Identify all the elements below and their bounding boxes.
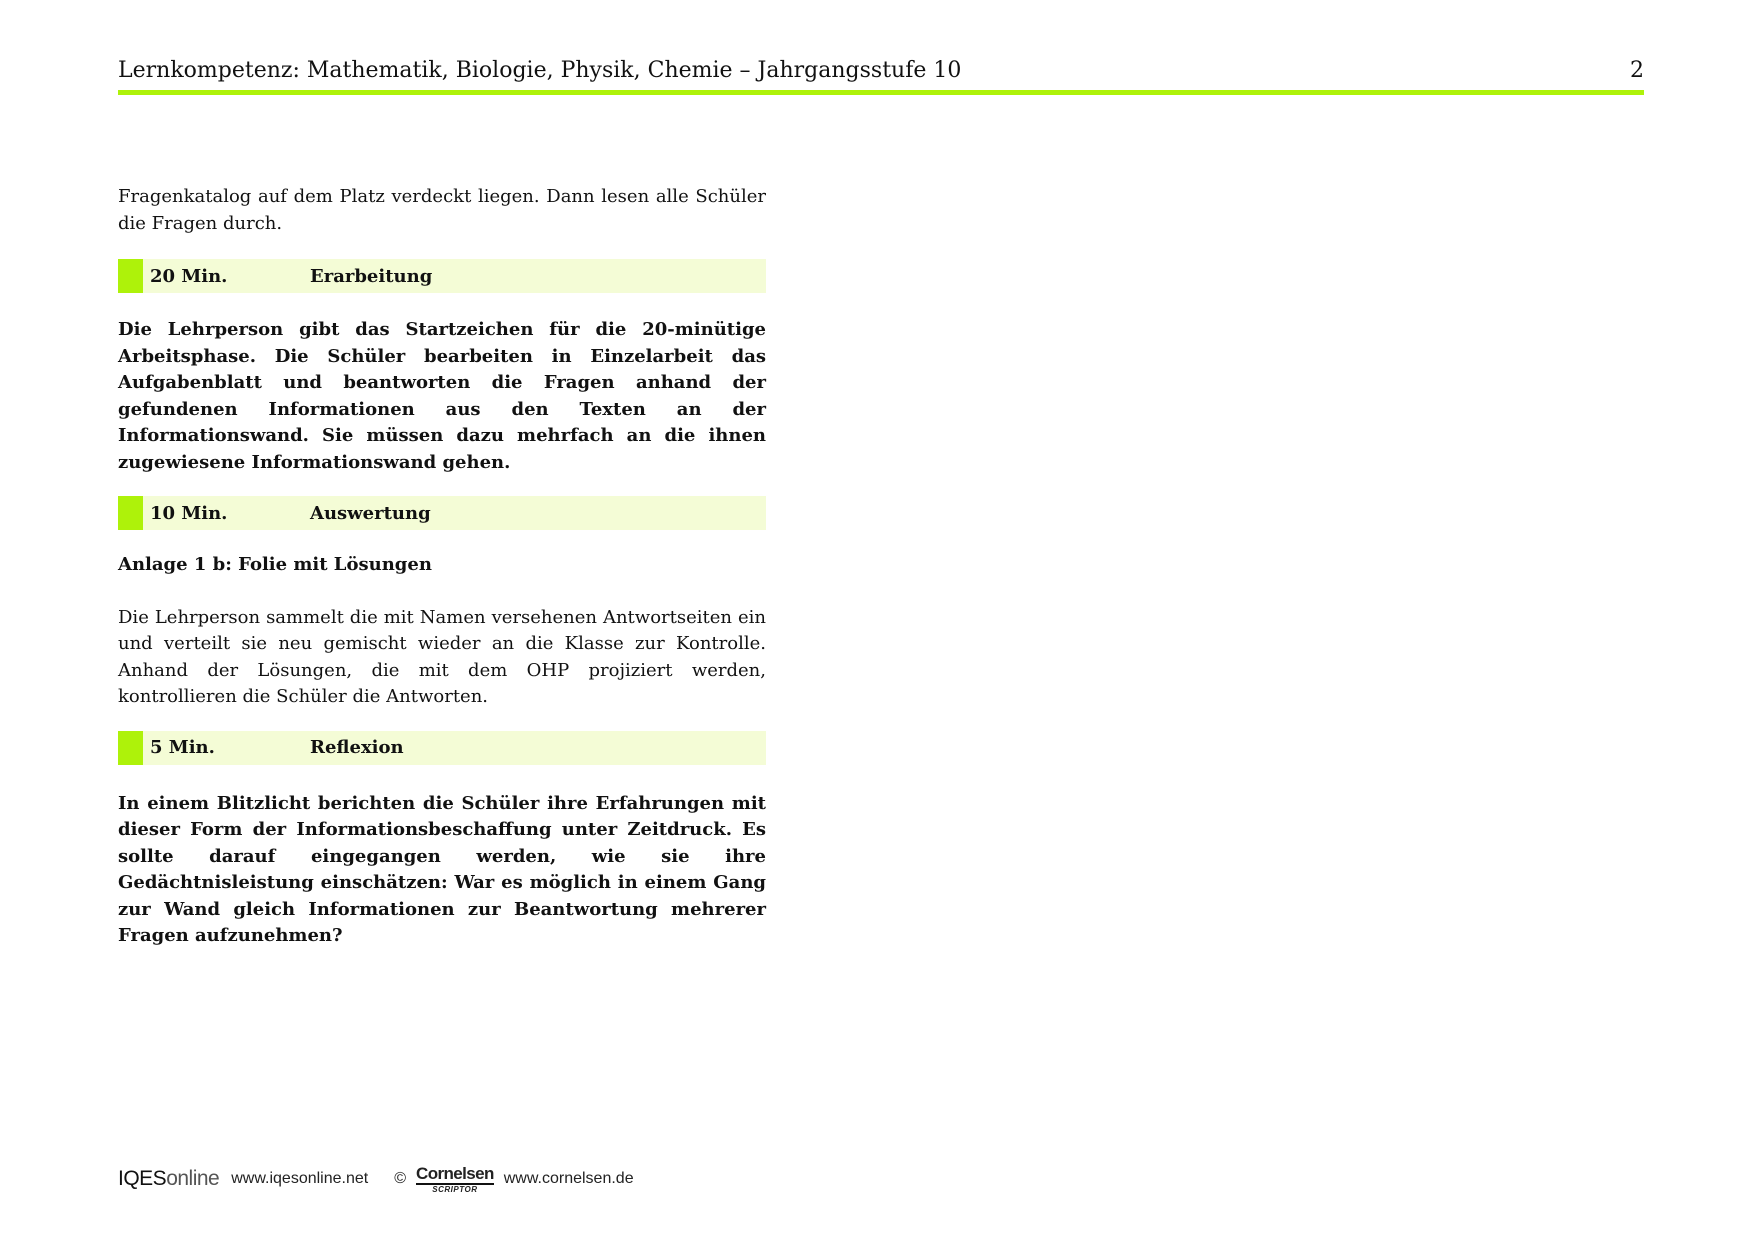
phase-text-erarbeitung: Die Lehrperson gibt das Startzeichen für die 20-minütige Arbeitsphase. Die Schüler bearbeiten in Einzelarbeit das Aufgabenblatt und beantworten die Fragen anhand der gefundenen Informationen aus den Texten an der Informationswand. Sie müssen dazu mehrfach an die ihnen zugewiesene Informationswand gehen. <box>118 319 766 473</box>
iqes-logo-main: IQES <box>118 1167 167 1190</box>
iqes-logo-sub: online <box>166 1167 220 1190</box>
phase-time: 20 Min. <box>150 265 228 287</box>
iqes-logo <box>118 1167 219 1191</box>
phase-bar-erarbeitung <box>118 259 766 293</box>
main-content <box>118 184 766 950</box>
phase-text-auswertung: Die Lehrperson sammelt die mit Namen versehenen Antwortseiten ein und verteilt sie neu gemischt wieder an die Klasse zur Kontrolle. Anhand der Lösungen, die mit dem OHP projiziert werden, kontrollieren die Schüler die Antworten. <box>118 606 766 707</box>
cornelsen-logo-sub: SCRIPTOR <box>432 1184 478 1194</box>
intro-paragraph: Fragenkatalog auf dem Platz verdeckt liegen. Dann lesen alle Schüler die Fragen durch. <box>118 186 766 234</box>
phase-time: 10 Min. <box>150 502 228 524</box>
phase-label: Reflexion <box>310 737 404 758</box>
phase-text-reflexion: In einem Blitzlicht berichten die Schüler ihre Erfahrungen mit dieser Form der Informationsbeschaffung unter Zeitdruck. Es sollte darauf eingegangen werden, wie sie ihre Gedächtnisleistung einschätzen: War es möglich in einem Gang zur Wand gleich Informationen zur Beantwortung mehrerer Fragen aufzunehmen? <box>118 792 766 946</box>
header-divider <box>118 90 1644 95</box>
phase-marker <box>118 731 143 765</box>
phase-bar-body <box>143 731 766 765</box>
phase-marker <box>118 496 143 530</box>
phase-label: Erarbeitung <box>310 265 433 287</box>
cornelsen-url-link[interactable]: www.cornelsen.de <box>503 1170 634 1187</box>
header-title: Lernkompetenz: Mathematik, Biologie, Physik, Chemie – Jahrgangsstufe 10 <box>118 58 962 83</box>
attachment-reference: Anlage 1 b: Folie mit Lösungen <box>118 554 432 575</box>
page-footer <box>118 1164 660 1194</box>
phase-bar-auswertung <box>118 496 766 530</box>
cornelsen-logo-name: Cornelsen <box>416 1163 494 1183</box>
phase-time: 5 Min. <box>150 737 215 758</box>
phase-bar-body <box>143 496 766 530</box>
phase-marker <box>118 259 143 293</box>
phase-bar-reflexion <box>118 731 766 765</box>
page-number: 2 <box>1630 58 1644 83</box>
phase-bar-body <box>143 259 766 293</box>
copyright-symbol: © <box>394 1170 407 1187</box>
phase-label: Auswertung <box>310 502 431 524</box>
iqes-url-link[interactable]: www.iqesonline.net <box>231 1170 369 1187</box>
cornelsen-logo <box>416 1165 494 1194</box>
page-header <box>118 56 1644 88</box>
